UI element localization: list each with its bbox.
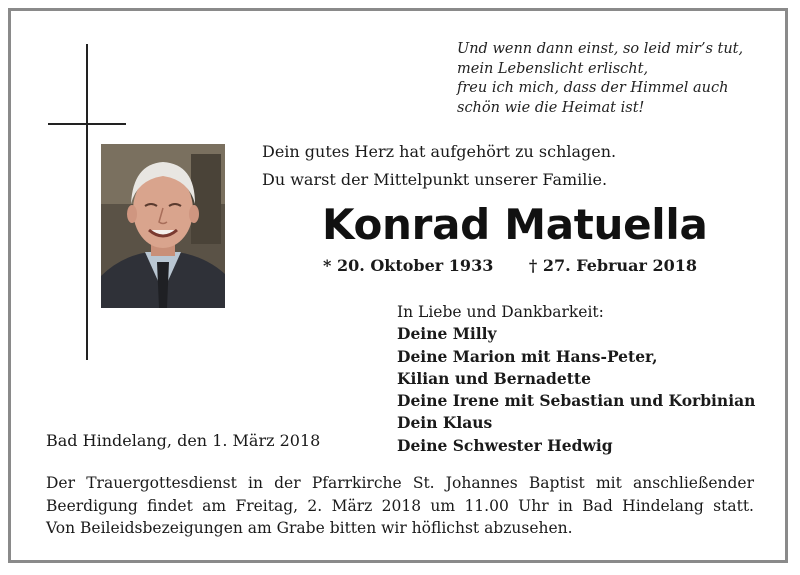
mourner-line: Deine Irene mit Sebastian und Korbinian [397, 391, 756, 411]
intro-line: Dein gutes Herz hat aufgehört zu schlagen. [262, 142, 617, 161]
life-dates [323, 256, 697, 275]
poem-line: schön wie die Heimat ist! [457, 99, 645, 116]
poem-line: Und wenn dann einst, so leid mir’s tut, [457, 41, 744, 57]
mourner-line: Deine Schwester Hedwig [397, 435, 613, 455]
cross-horizontal-bar [48, 123, 126, 125]
poem-line: mein Lebenslicht erlischt, [457, 60, 649, 77]
poem-line: freu ich mich, dass der Himmel auch [457, 80, 729, 96]
portrait-illustration [101, 144, 225, 308]
cross-vertical-bar [86, 44, 88, 360]
service-notice [46, 472, 754, 540]
mourner-line: Dein Klaus [397, 413, 493, 433]
service-line: Beerdigung findet am Freitag, 2. März 2018 um 11.00 Uhr in Bad Hindelang statt. [46, 496, 754, 515]
mourner-line: Deine Marion mit Hans-Peter, [397, 346, 658, 366]
service-line: Der Trauergottesdienst in der Pfarrkirche St. Johannes Baptist mit anschließender [46, 474, 754, 492]
mourner-line: Deine Milly [397, 324, 497, 344]
intro-line: Du warst der Mittelpunkt unserer Familie. [262, 170, 608, 189]
mourners-intro: In Liebe und Dankbarkeit: [397, 303, 604, 321]
deceased-name: Konrad Matuella [322, 200, 708, 249]
mourners-list [397, 301, 755, 457]
intro-text [262, 138, 616, 194]
portrait-photo [101, 144, 225, 308]
mourner-line: Kilian und Bernadette [397, 368, 591, 388]
death-date: † 27. Februar 2018 [528, 256, 698, 275]
poem [457, 40, 743, 118]
birth-date: * 20. Oktober 1933 [323, 256, 494, 275]
place-and-date: Bad Hindelang, den 1. März 2018 [46, 431, 321, 450]
service-line: Von Beileidsbezeigungen am Grabe bitten wir höflichst abzusehen. [46, 519, 573, 537]
